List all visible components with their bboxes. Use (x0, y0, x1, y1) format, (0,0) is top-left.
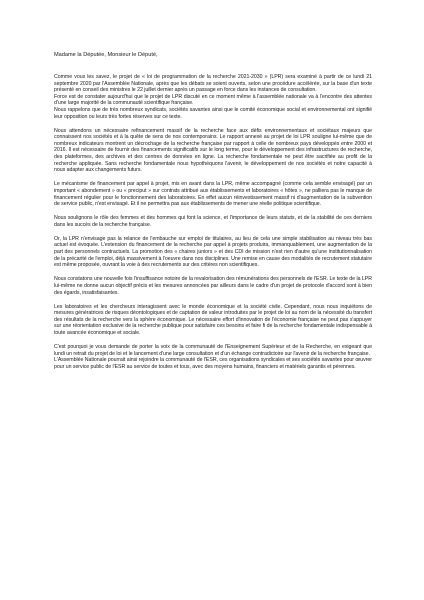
paragraph-line: Nous rappelons que de très nombreux syndicats, sociétés savantes ainsi que le comité économique social et environnemental ont signifié leur opposition ou leurs très fortes réserves sur ce texte. (54, 106, 372, 120)
paragraph-line: C'est pourquoi je vous demande de porter la voix de la communauté de l'Enseignement Supérieur et de la Recherche, en exigeant que lundi un retrait du projet de loi et le lancement d'une large consultation et d'un échange contradictoire sur l'avenir de la recherche française. (54, 344, 372, 357)
letter-paragraph-project-calls (54, 181, 372, 207)
letter-page (54, 52, 372, 378)
paragraph-line: Force est de constater aujourd'hui que le projet de LPR discuté en ce moment même à l'assemblée nationale va à l'encontre des attentes d'une large majorité de la communauté scientifique française. (54, 93, 372, 107)
paragraph-line: Nous soulignons le rôle des femmes et des hommes qui font la science, et l'importance de leurs statuts, et de la stabilité de ces derniers dans les succès de la recherche française. (54, 215, 372, 228)
paragraph-line: Nous constatons une nouvelle fois l'insuffisance notoire de la revalorisation des rémunérations des personnels de l'ESR. Le texte de la LPR lui-même ne donne aucun objectif précis et les mesures annoncées par ailleurs dans le cadre d'un projet de protocole d'accord sont à bien des égards, insatisfaisantes. (54, 276, 372, 296)
letter-paragraph-context (54, 74, 372, 120)
letter-paragraph-employment (54, 236, 372, 269)
letter-paragraph-funding (54, 128, 372, 174)
letter-paragraph-request (54, 344, 372, 370)
paragraph-line: Or, la LPR n'envisage pas la relance de l'embauche sur emploi de titulaires, au lieu de cela une simple stabilisation au niveau très bas actuel est évoquée. L'extension du financement de la recherche par appel à projets produira, immanquablement, une augmentation de la part des personnels contractuels. La promotion des « chaires juniors » et des CDI de mission n'est rien d'autre qu'une institutionnalisation de la précarité de l'emploi, déjà massivement à l'oeuvre dans nos disciplines. Une remise en cause des modalités de recrutement statutaire est même proposée, ouvrant la voie à des recrutements sur des critères non scientifiques. (54, 235, 372, 269)
paragraph-line: L'Assemblée Nationale pourrait ainsi rejoindre la communauté de l'ESR, ces organisations syndicales et ses sociétés savantes pour œuvrer pour un service public de l'ESR au service de toutes et tous, avec des moyens humains, financiers et matériels garantis et pérennes. (54, 357, 372, 370)
paragraph-line: Le mécanisme de financement par appel à projet, mis en avant dans la LPR, même accompagné (comme cela semble envisagé) par un important « abondement » ou « preciput » sur contrats attribué aux établissements et laboratoires « hôtes », ne palliera pas le manque de financement régulier pour le fonctionnement des laboratoires. En effet aucun réinvestissement massif ni d'augmentation de la subvention de service public, n'est envisagé. Et il ne permettra pas aux établissements de mener une réelle politique scientifique. (54, 181, 372, 208)
paragraph-line: Les laboratoires et les chercheurs interagissent avec le monde économique et la société civile. Cependant, nous nous inquiétons de mesures génératrices de risques déontologiques et de captation de valeur introduites par le projet de loi au nom de la nécessité du transfert des résultats de la recherche vers la sphère économique. Le nécessaire effort d'innovation de l'économie française ne peut pas s'appuyer sur une réorientation exclusive de la recherche publique pour satisfaire ces besoins et faire fi de la recherche fondamentale indispensable à toute avancée économique et sociale. (54, 303, 372, 336)
letter-paragraph-economy (54, 304, 372, 337)
letter-paragraph-salaries (54, 276, 372, 296)
letter-salutation: Madame la Députée, Monsieur le Député, (54, 52, 158, 58)
letter-paragraph-staff-role (54, 215, 372, 228)
paragraph-line: Comme vous les savez, le projet de « loi de programmation de la recherche 2021-2030 » (LPR) sera examiné à partir de ce lundi 21 septembre 2020 par l'Assemblée Nationale, après que les débats se soient ouverts, selon une procédure accélérée, sur la base d'un texte présenté en conseil des ministres le 22 juillet dernier après un passage en force dans les instances de consultation. (54, 74, 372, 94)
paragraph-line: Nous attendons un nécessaire refinancement massif de la recherche face aux défis environnementaux et sociétaux majeurs que connaissent nos sociétés et à la quête de sens de nos contemporains. Le rapport annexé au projet de loi LPR souligne lui-même que de nombreux indicateurs montrent un décrochage de la recherche française par rapport à celle de nombreux pays développés entre 2000 et 2016. Il est nécessaire de fournir des financements significatifs sur le long terme, pour le développement des infrastructures de recherche, des plateformes, des archives et des centres de données en ligne. La recherche fondamentale ne peut être sacrifiée au profit de la recherche appliquée. Sans recherche fondamentale nous hypothéquons l'avenir, le développement de nos sociétés et notre capacité à nous adapter aux changements futurs. (54, 127, 372, 174)
